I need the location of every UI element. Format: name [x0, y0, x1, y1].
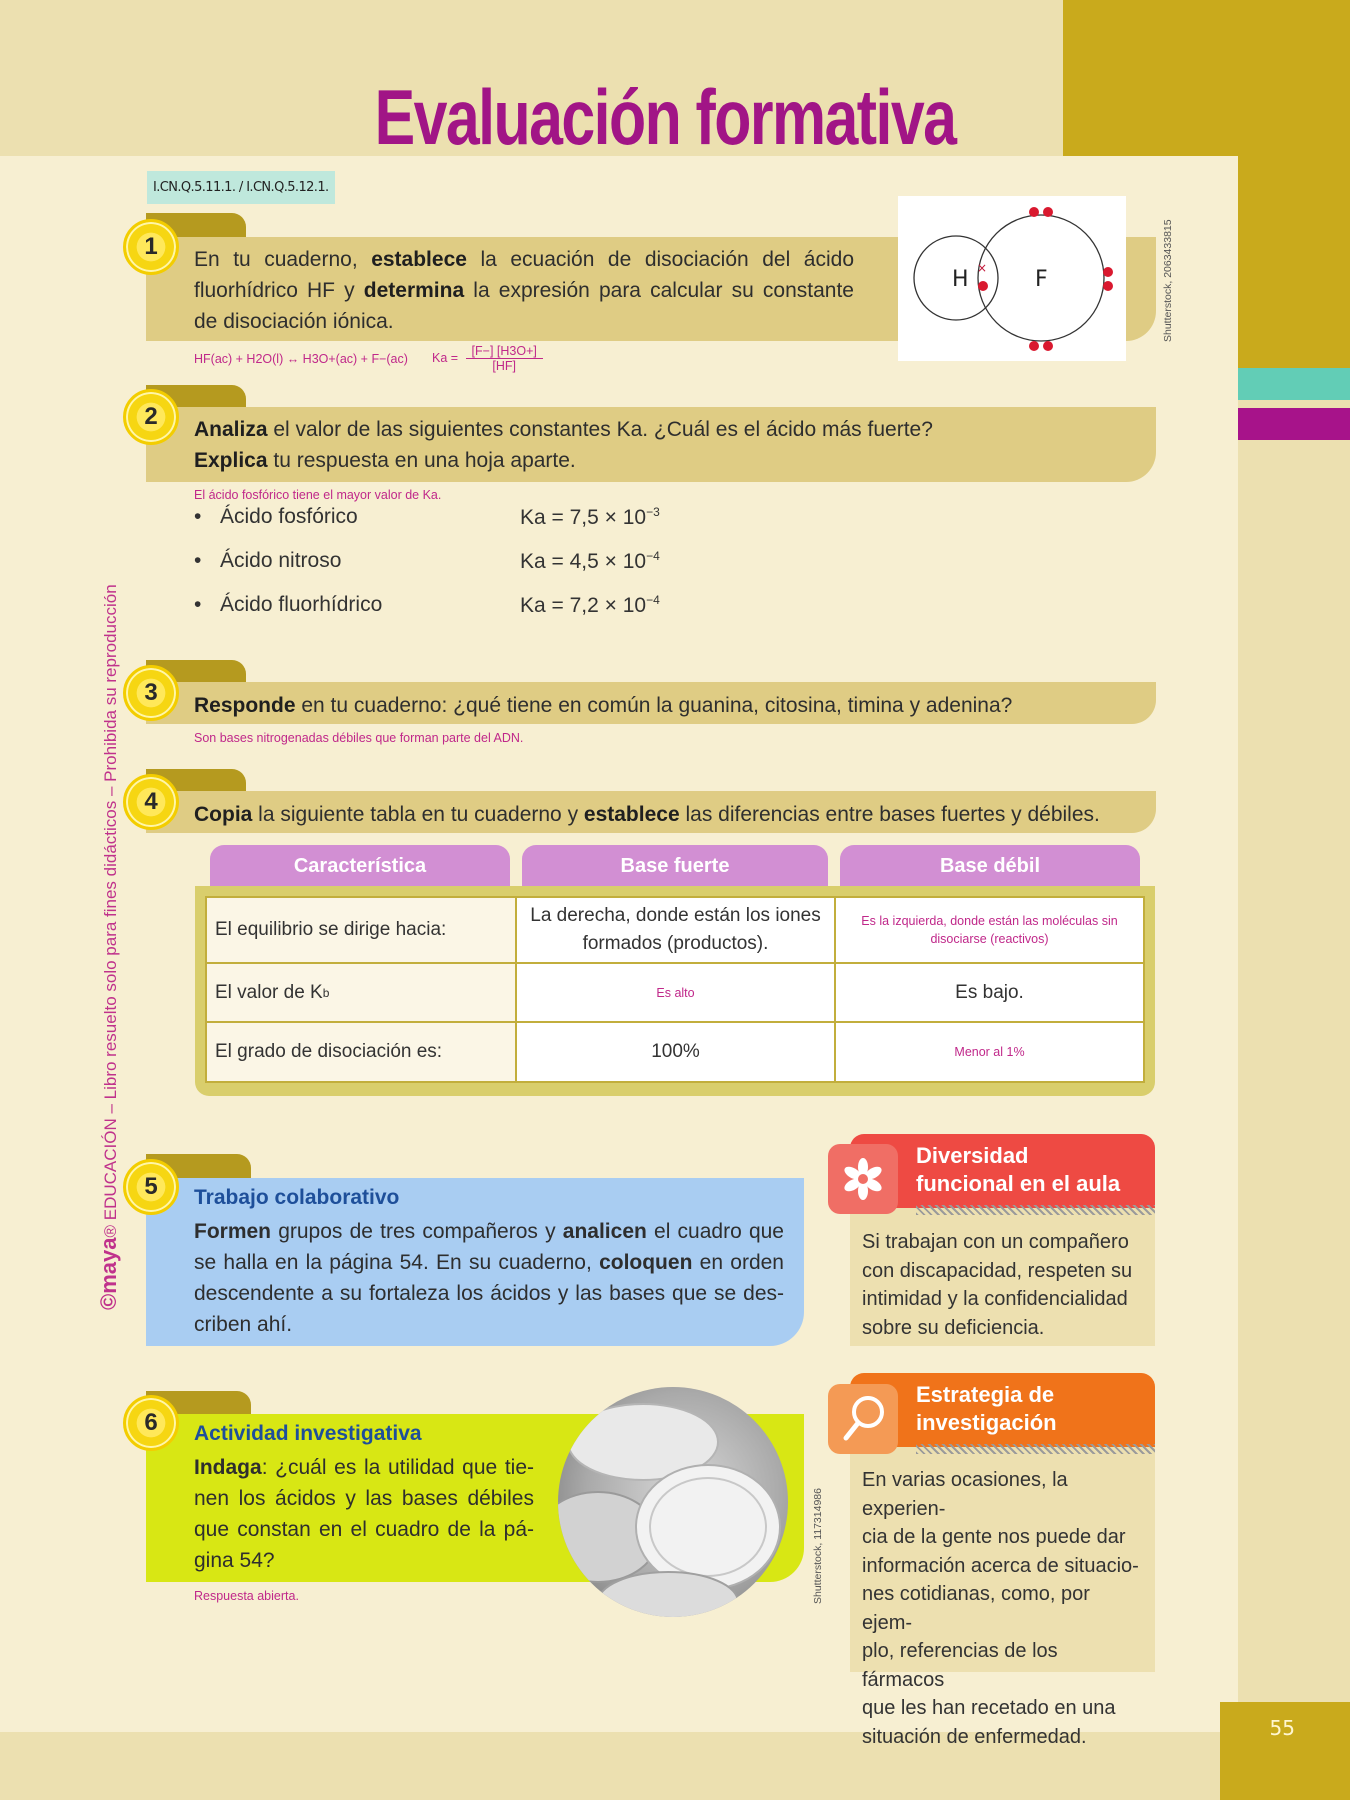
- bond-cross: ×: [977, 261, 988, 275]
- table-cell: El grado de disociación es:: [207, 1023, 515, 1081]
- diversity-text: Si trabajan con un compañero con discapacidad, respeten su intimidad y la confidencialidad sobre su deficiencia.: [862, 1231, 1133, 1339]
- hatch-divider: [916, 1205, 1155, 1215]
- q2-text: Analiza el valor de las siguientes constantes Ka. ¿Cuál es el ácido más fuerte? Explica tu respuesta en una hoja aparte.: [194, 418, 933, 472]
- q6-badge: 6: [123, 1395, 179, 1451]
- q4-text: Copia la siguiente tabla en tu cuaderno y establece las diferencias entre bases fuertes y débiles.: [194, 803, 1100, 826]
- magnifier-icon: [828, 1384, 898, 1454]
- q3-answer: Son bases nitrogenadas débiles que forman parte del ADN.: [194, 731, 524, 745]
- ka-expression: Ka = $\frac{[F-] [H3O+]}{[HF]}$: [432, 344, 543, 373]
- right-margin-band: [1238, 385, 1350, 1800]
- q5-heading: Trabajo colaborativo: [194, 1186, 400, 1209]
- q6-heading: Actividad investigativa: [194, 1422, 422, 1445]
- diversity-header: Diversidad funcional en el aula: [850, 1134, 1155, 1208]
- table-cell: La derecha, donde están los iones formados (productos).: [517, 898, 834, 962]
- q2-badge: 2: [123, 389, 179, 445]
- copyright-notice: [96, 584, 122, 1310]
- hf-lewis-diagram: [898, 196, 1126, 361]
- q3-text: Responde en tu cuaderno: ¿qué tiene en común la guanina, citosina, timina y adenina?: [194, 694, 1013, 717]
- photo-credit: Shutterstock, 117314986: [812, 1488, 824, 1604]
- q1-badge: 1: [123, 219, 179, 275]
- dissociation-equation: HF(ac) + H2O(l) ↔ H3O+(ac) + F−(ac): [194, 352, 408, 366]
- q6-text: Indaga: ¿cuál es la utilidad que tie- nen los ácidos y las bases débiles que constan en el cuadro de la pá- gina 54?: [194, 1456, 534, 1572]
- bases-table: [205, 896, 1145, 1083]
- curriculum-code: I.CN.Q.5.11.1. / I.CN.Q.5.12.1.: [147, 171, 335, 204]
- table-header-weak-base: Base débil: [840, 845, 1140, 887]
- table-cell: Es bajo.: [836, 964, 1143, 1021]
- strategy-header: Estrategia de investigación: [850, 1373, 1155, 1447]
- atom-h-label: H: [952, 267, 969, 292]
- table-header-characteristic: Característica: [210, 845, 510, 887]
- strategy-text: En varias ocasiones, la experien- cia de la gente nos puede dar información acerca de situacio- nes cotidianas, como, por ejem- plo, referencias de los fármacos que les han recetado en una situación de enfermedad.: [862, 1469, 1139, 1748]
- magenta-stripe: [1238, 408, 1350, 440]
- table-cell: Menor al 1%: [836, 1023, 1143, 1081]
- table-cell: El valor de K b: [207, 964, 515, 1021]
- atom-f-label: F: [1035, 267, 1048, 292]
- q2-answer: El ácido fosfórico tiene el mayor valor de Ka.: [194, 488, 442, 502]
- q1-text: En tu cuaderno, establece la ecuación de disociación del ácido fluorhídrico HF y determina la expresión para calcular su constante de disociación iónica.: [194, 248, 854, 333]
- teal-stripe: [1238, 368, 1350, 400]
- q6-answer: Respuesta abierta.: [194, 1589, 299, 1603]
- page-number: 55: [1269, 1716, 1295, 1740]
- page-footer-band: [0, 1732, 1350, 1800]
- table-cell: El equilibrio se dirige hacia:: [207, 898, 515, 962]
- acid-row: • Ácido fluorhídrico $Ka = 7,2 \times 10^{-4}$: [194, 593, 660, 617]
- diagram-credit: Shutterstock, 2063433815: [1162, 219, 1174, 342]
- copyright-text: ® EDUCACIÓN – Libro resuelto solo para fines didácticos – Prohibida su reproducción: [101, 584, 120, 1238]
- bond-electron: [978, 281, 988, 291]
- flower-icon: [828, 1144, 898, 1214]
- page-title: Evaluación formativa: [374, 73, 956, 161]
- table-cell: Es la izquierda, donde están las moléculas sin disociarse (reactivos): [836, 898, 1143, 962]
- acid-row: • Ácido nitroso $Ka = 4,5 \times 10^{-4}$: [194, 549, 660, 573]
- hatch-divider: [916, 1444, 1155, 1454]
- q5-badge: 5: [123, 1159, 179, 1215]
- q5-text: Formen grupos de tres compañeros y analicen el cuadro que se halla en la página 54. En su cuaderno, coloquen en orden descendente a su fortaleza los ácidos y las bases que se des- criben ahí.: [194, 1220, 784, 1336]
- acid-row: • Ácido fosfórico $Ka = 7,5 \times 10^{-3}$: [194, 505, 660, 529]
- table-cell: Es alto: [517, 964, 834, 1021]
- table-header-strong-base: Base fuerte: [522, 845, 828, 887]
- table-cell: 100%: [517, 1023, 834, 1081]
- q3-badge: 3: [123, 665, 179, 721]
- copyright-brand: ©maya: [96, 1237, 121, 1310]
- aspirin-pills-photo: [558, 1387, 788, 1617]
- q4-badge: 4: [123, 774, 179, 830]
